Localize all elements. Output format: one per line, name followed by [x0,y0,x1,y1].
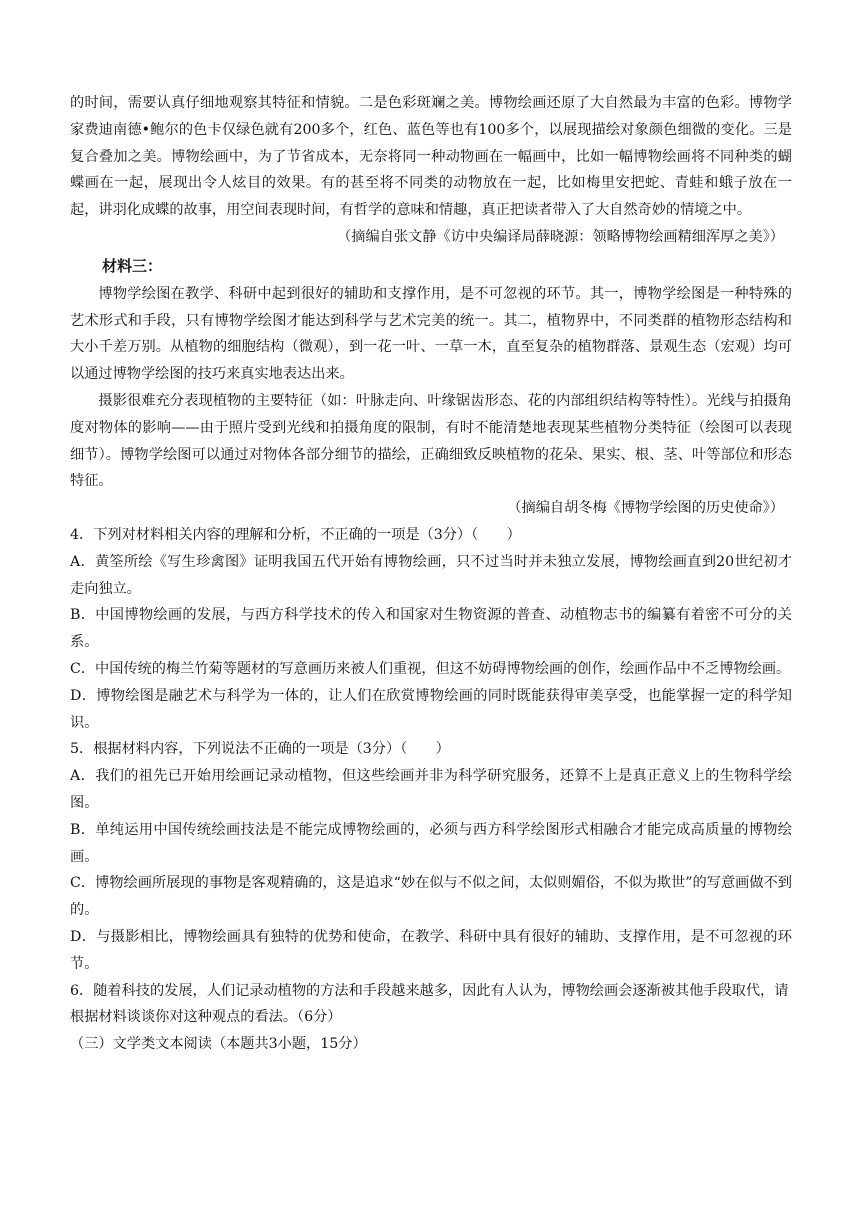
question-5-option-d: D．与摄影相比，博物绘画具有独特的优势和使命，在教学、科研中具有很好的辅助、支撑作用，是不可忽视的环节。 [70,928,792,972]
question-5 [70,736,792,977]
material3-paragraph-2: 摄影很难充分表现植物的主要特征（如：叶脉走向、叶缘锯齿形态、花的内部组织结构等特性）。光线与拍摄角度对物体的影响——由于照片受到光线和拍摄角度的限制，有时不能清楚地表现某些植物分类特征（绘图可以表现细节）。博物学绘图可以通过对物体各部分细节的描绘，正确细致反映植物的花朵、果实、根、茎、叶等部位和形态特征。 [70,392,792,490]
question-4-option-b: B．中国博物绘画的发展，与西方科学技术的传入和国家对生物资源的普查、动植物志书的编纂有着密不可分的关系。 [70,607,792,651]
material2-tail-paragraph: 的时间，需要认真仔细地观察其特征和情貌。二是色彩斑斓之美。博物绘画还原了大自然最为丰富的色彩。博物学家费迪南德•鲍尔的色卡仅绿色就有200多个，红色、蓝色等也有100多个，以展现描绘对象颜色细微的变化。三是复合叠加之美。博物绘画中，为了节省成本，无奈将同一种动物画在一幅画中，比如一幅博物绘画将不同种类的蝴蝶画在一起，展现出令人炫目的效果。有的甚至将不同类的动物放在一起，比如梅里安把蛇、青蛙和蛾子放在一起，讲羽化成蝶的故事，用空间表现时间，有哲学的意味和情趣，真正把读者带入了大自然奇妙的情境之中。 [70,95,792,219]
material3-source: （摘编自胡冬梅《博物学绘图的历史使命》） [507,500,784,517]
material2-source: （摘编自张文静《访中央编译局薛晓源：领略博物绘画精细浑厚之美》） [337,228,784,245]
question-5-option-b: B．单纯运用中国传统绘画技法是不能完成博物绘画的，必须与西方科学绘图形式相融合才能完成高质量的博物绘画。 [70,821,792,865]
question-4-option-c: C．中国传统的梅兰竹菊等题材的写意画历来被人们重视，但这不妨碍博物绘画的创作，绘画作品中不乏博物绘画。 [70,660,791,677]
question-4-option-d: D．博物绘图是融艺术与科学为一体的，让人们在欣赏博物绘画的同时既能获得审美享受，也能掌握一定的科学知识。 [70,687,792,731]
question-5-option-a: A．我们的祖先已开始用绘画记录动植物，但这些绘画并非为科学研究服务，还算不上是真正意义上的生物科学绘图。 [70,768,792,811]
question-5-option-c: C．博物绘画所展现的事物是客观精确的，这是追求“妙在似与不似之间，太似则媚俗，不似为欺世”的写意画做不到的。 [70,875,792,919]
material3-heading: 材料三： [102,256,163,275]
question-6: 6．随着科技的发展，人们记录动植物的方法和手段越来越多，因此有人认为，博物绘画会逐渐被其他手段取代，请根据材料谈谈你对这种观点的看法。（6分） [70,982,789,1026]
section-3-heading: （三）文学类文本阅读（本题共3小题，15分） [70,1036,367,1053]
question-4-stem: 4．下列对材料相关内容的理解和分析，不正确的一项是（3分）（ ） [70,526,521,543]
question-4-option-a: A．黄筌所绘《写生珍禽图》证明我国五代开始有博物绘画，只不过当时并未独立发展，博物绘画直到20世纪初才走向独立。 [70,553,792,597]
exam-page [70,90,792,1058]
question-5-stem: 5．根据材料内容，下列说法不正确的一项是（3分）（ ） [70,741,450,758]
material3-paragraph-1: 博物学绘图在教学、科研中起到很好的辅助和支撑作用，是不可忽视的环节。其一，博物学绘图是一种特殊的艺术形式和手段，只有博物学绘图才能达到科学与艺术完美的统一。其二，植物界中，不同类群的植物形态结构和大小千差万别。从植物的细胞结构（微观），到一花一叶、一草一木，直至复杂的植物群落、景观生态（宏观）均可以通过博物学绘图的技巧来真实地表达出来。 [70,285,792,383]
question-4 [70,522,792,736]
